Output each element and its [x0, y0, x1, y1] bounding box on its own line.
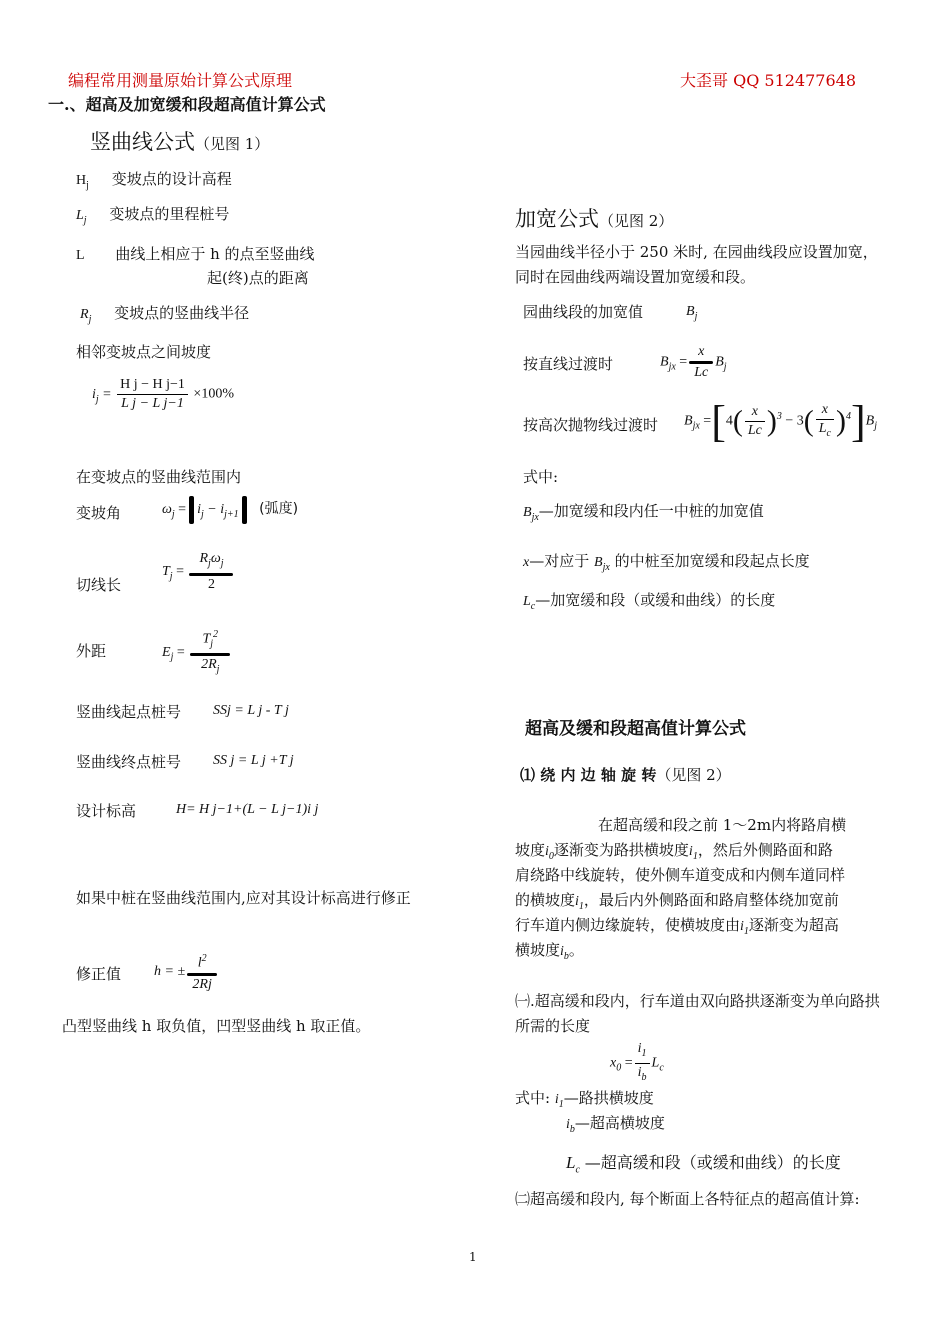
linear-label: 按直线过渡时 — [523, 355, 614, 373]
vertical-title: 竖曲线公式（见图 1） — [90, 130, 270, 154]
page-number: 1 — [469, 1250, 477, 1264]
super-subtitle: ⑴ 绕 内 边 轴 旋 转（见图 2） — [520, 766, 731, 784]
correction-formula: h = ± $\frac{l^2}{2Rj}$ — [154, 950, 219, 994]
def-x: x—对应于 $B_{jx}$ 的中桩至加宽缓和段起点长度 — [523, 552, 810, 573]
end-formula: SS j = L j +T j — [213, 753, 294, 768]
correction-note: 如果中桩在竖曲线范围内,应对其设计标高进行修正 — [76, 889, 411, 907]
correction-label: 修正值 — [76, 965, 122, 983]
para1-line4: 的横坡度$i_1$，最后内外侧路面和路肩整体绕加宽前 — [515, 891, 839, 912]
tangent-formula: $T_j$ = $\frac{R_j\omega_j}{2}$ — [162, 550, 235, 594]
header-right: 大歪哥 QQ 512477648 — [680, 71, 857, 90]
def-bjx: $B_{jx}—$加宽缓和段内任一中桩的加宽值 — [523, 502, 764, 523]
super-title: 超高及缓和段超高值计算公式 — [525, 719, 746, 739]
para1-line1: 在超高缓和段之前 1～2m内将路肩横 — [598, 816, 847, 834]
parabolic-label: 按高次抛物线过渡时 — [523, 416, 659, 434]
def-lc-super: $L_c$ —超高缓和段（或缓和曲线）的长度 — [566, 1153, 841, 1176]
start-label: 竖曲线起点桩号 — [76, 703, 182, 721]
grade-label: 相邻变坡点之间坡度 — [76, 343, 212, 361]
design-label: 设计标高 — [76, 802, 137, 820]
super-item2: ㈡超高缓和段内, 每个断面上各特征点的超高值计算: — [515, 1190, 860, 1208]
super-where: 式中: $i_1—$路拱横坡度 — [515, 1089, 654, 1110]
range-label: 在变坡点的竖曲线范围内 — [76, 468, 242, 486]
def-lj: $L_j$ 变坡点的里程桩号 — [76, 205, 230, 226]
para1-line5: 行车道内侧边缘旋转，使横坡度由$i_1$逐渐变为超高 — [515, 916, 839, 937]
def-l-cont: 起(终)点的距离 — [207, 269, 309, 287]
circular-label: 园曲线段的加宽值 — [523, 303, 644, 321]
widening-title: 加宽公式（见图 2） — [515, 207, 674, 231]
para1-line2: 坡度$i_0$逐渐变为路拱横坡度$i_1$，然后外侧路面和路 — [515, 841, 833, 862]
grade-formula: $i_j$ = $\frac{\text{H j − H j−1}}{\text{L j − L j−1}}$ ×100% — [92, 377, 234, 411]
super-item1: ㈠.超高缓和段内，行车道由双向路拱逐渐变为单向路拱所需的长度 — [515, 992, 880, 1035]
parabolic-formula: $B_{jx} =[4$( $\frac{x}{Lc}$ )$^3$ − 3( $\frac{x}{L_c}$ )$^4]B_j$ — [684, 397, 877, 446]
start-formula: SSj = L j - T j — [213, 703, 289, 718]
tangent-label: 切线长 — [76, 576, 122, 594]
def-lc-widening: $L_c—$加宽缓和段（或缓和曲线）的长度 — [523, 591, 776, 612]
def-l: L 曲线上相应于 h 的点至竖曲线 — [76, 245, 315, 263]
external-label: 外距 — [76, 642, 107, 660]
para1-line6: 横坡度$i_b$。 — [515, 941, 584, 962]
widening-intro: 当园曲线半径小于 250 米时, 在园曲线段应设置加宽，同时在园曲线两端设置加宽缓和段。 — [515, 243, 878, 286]
external-formula: $E_j$ = $\frac{T_j^2}{2R_j}$ — [162, 626, 232, 679]
def-ib: $i_b—$超高横坡度 — [566, 1114, 665, 1135]
widening-where: 式中: — [523, 468, 559, 486]
sign-note: 凸型竖曲线 h 取负值，凹型竖曲线 h 取正值。 — [62, 1017, 371, 1035]
design-formula: H= H j−1+(L − L j−1)i j — [176, 802, 319, 817]
section-title: 一.、超高及加宽缓和段超高值计算公式 — [48, 95, 326, 114]
angle-formula: $\omega_j = i_j - i_{j+1}$ (弧度) — [162, 496, 298, 524]
angle-label: 变坡角 — [76, 504, 122, 522]
para1-line3: 肩绕路中线旋转，使外侧车道变成和内侧车道同样 — [515, 866, 846, 884]
circular-symbol: $B_j$ — [686, 304, 698, 322]
def-hj: $H_j$ 变坡点的设计高程 — [76, 170, 232, 191]
header-left: 编程常用测量原始计算公式原理 — [68, 71, 293, 90]
x0-formula: $x_0$ = $\frac{i_1}{i_b}$ $L_c$ — [610, 1041, 664, 1083]
def-rj: $R_j$ 变坡点的竖曲线半径 — [80, 304, 250, 325]
linear-formula: $B_{jx}$ = $\frac{x}{Lc}$ $B_j$ — [660, 344, 727, 380]
end-label: 竖曲线终点桩号 — [76, 753, 182, 771]
